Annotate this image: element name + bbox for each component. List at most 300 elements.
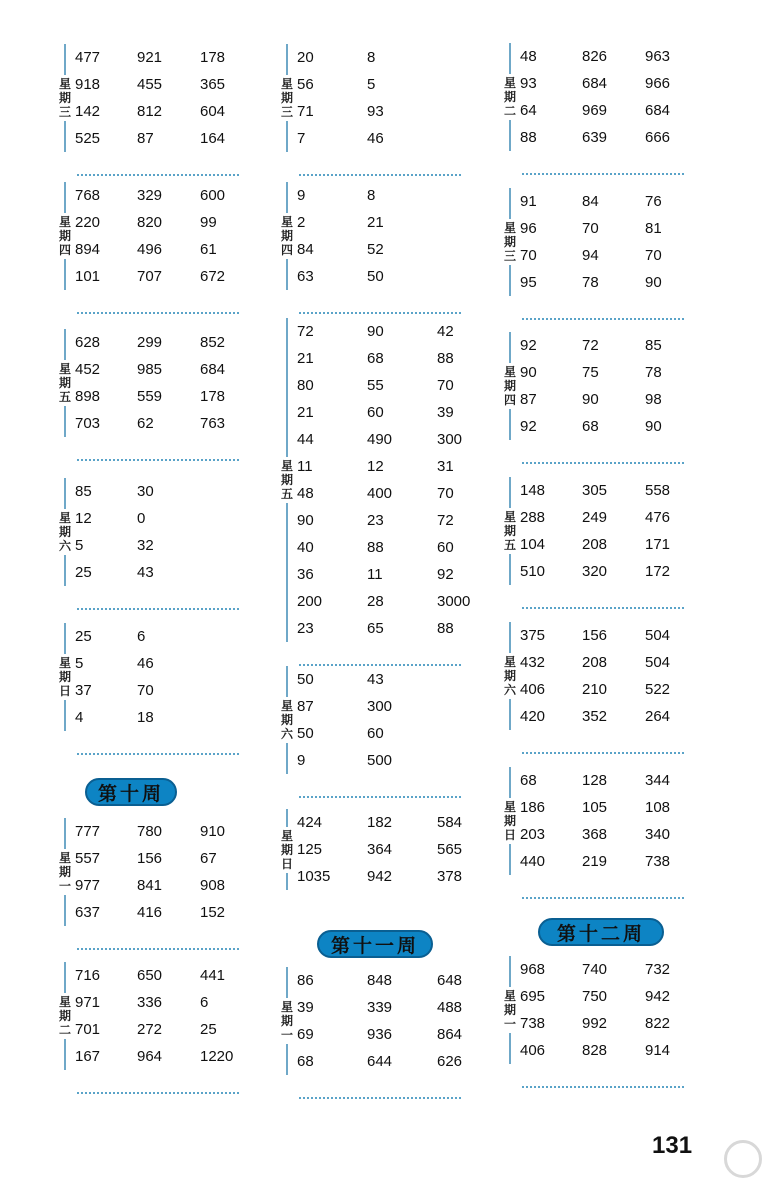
number-row — [520, 983, 740, 1010]
number-cell: 768 — [75, 187, 101, 204]
day-block — [277, 666, 517, 774]
number-cell: 644 — [367, 1053, 393, 1070]
number-cell: 6 — [137, 628, 146, 645]
day-label — [55, 478, 75, 586]
number-cell: 455 — [137, 76, 163, 93]
number-rows — [297, 666, 517, 774]
day-bar-bottom — [286, 503, 288, 642]
number-cell: 39 — [437, 404, 454, 421]
day-bar-bottom — [64, 700, 66, 731]
number-cell: 85 — [75, 483, 92, 500]
number-cell: 672 — [200, 268, 226, 285]
dotted-separator — [522, 607, 684, 609]
number-cell: 584 — [437, 814, 463, 831]
number-cell: 68 — [297, 1053, 314, 1070]
day-bar-bottom — [64, 895, 66, 926]
number-cell: 666 — [645, 129, 671, 146]
number-cell: 826 — [582, 48, 608, 65]
number-cell: 985 — [137, 361, 163, 378]
number-cell: 36 — [297, 566, 314, 583]
number-cell: 894 — [75, 241, 101, 258]
number-cell: 91 — [520, 193, 537, 210]
number-cell: 203 — [520, 826, 546, 843]
number-row — [75, 125, 295, 152]
dotted-separator — [77, 174, 239, 176]
day-name: 星 期 三 — [503, 221, 516, 263]
number-row — [297, 1021, 517, 1048]
number-row — [297, 836, 517, 863]
day-bar-top — [64, 623, 66, 654]
day-bar-top — [509, 477, 511, 508]
number-cell: 504 — [645, 627, 671, 644]
day-bar-top — [509, 43, 511, 74]
dotted-separator — [77, 459, 239, 461]
number-row — [297, 534, 517, 561]
number-cell: 92 — [520, 418, 537, 435]
day-label — [500, 477, 520, 585]
day-name: 星 期 一 — [280, 1000, 293, 1042]
number-cell: 23 — [297, 620, 314, 637]
number-cell: 178 — [200, 388, 226, 405]
day-bar-top — [509, 767, 511, 798]
number-cell: 65 — [367, 620, 384, 637]
number-row — [520, 531, 740, 558]
day-block — [277, 44, 517, 152]
number-row — [520, 386, 740, 413]
number-cell: 95 — [520, 274, 537, 291]
day-label — [277, 809, 297, 890]
number-cell: 898 — [75, 388, 101, 405]
day-bar-top — [64, 182, 66, 213]
number-cell: 780 — [137, 823, 163, 840]
number-cell: 441 — [200, 967, 226, 984]
number-cell: 977 — [75, 877, 101, 894]
number-rows — [297, 44, 517, 152]
number-cell: 90 — [367, 323, 384, 340]
number-cell: 908 — [200, 877, 226, 894]
number-cell: 70 — [520, 247, 537, 264]
number-cell: 738 — [645, 853, 671, 870]
number-cell: 440 — [520, 853, 546, 870]
number-cell: 368 — [582, 826, 608, 843]
number-cell: 1220 — [200, 1048, 234, 1065]
number-cell: 85 — [645, 337, 662, 354]
number-cell: 639 — [582, 129, 608, 146]
number-cell: 910 — [200, 823, 226, 840]
number-rows — [520, 477, 740, 585]
number-rows — [75, 182, 295, 290]
number-cell: 684 — [582, 75, 608, 92]
number-cell: 62 — [137, 415, 154, 432]
number-cell: 738 — [520, 1015, 546, 1032]
number-cell: 777 — [75, 823, 101, 840]
number-cell: 178 — [200, 49, 226, 66]
day-bar-bottom — [509, 699, 511, 730]
number-cell: 971 — [75, 994, 101, 1011]
dotted-separator — [299, 796, 461, 798]
number-cell: 50 — [297, 671, 314, 688]
number-row — [297, 426, 517, 453]
number-row — [75, 872, 295, 899]
number-row — [520, 70, 740, 97]
number-cell: 75 — [582, 364, 599, 381]
number-cell: 50 — [367, 268, 384, 285]
number-row — [297, 863, 517, 890]
day-bar-bottom — [286, 121, 288, 152]
number-cell: 707 — [137, 268, 163, 285]
number-row — [520, 622, 740, 649]
number-cell: 352 — [582, 708, 608, 725]
day-name: 星 期 三 — [58, 77, 71, 119]
number-rows — [75, 818, 295, 926]
number-cell: 21 — [297, 404, 314, 421]
day-block — [500, 43, 740, 151]
dotted-separator — [77, 948, 239, 950]
day-block — [55, 818, 295, 926]
number-cell: 90 — [582, 391, 599, 408]
day-name: 星 期 一 — [58, 851, 71, 893]
number-row — [75, 962, 295, 989]
number-cell: 305 — [582, 482, 608, 499]
day-label — [277, 182, 297, 290]
number-row — [75, 677, 295, 704]
number-cell: 249 — [582, 509, 608, 526]
number-row — [520, 1010, 740, 1037]
day-block — [500, 188, 740, 296]
number-row — [297, 809, 517, 836]
number-cell: 90 — [645, 274, 662, 291]
day-name: 星 期 五 — [280, 459, 293, 501]
day-bar-top — [286, 182, 288, 213]
day-bar-top — [509, 622, 511, 653]
number-cell: 406 — [520, 681, 546, 698]
number-cell: 5 — [75, 655, 84, 672]
number-rows — [75, 478, 295, 586]
number-row — [297, 507, 517, 534]
number-row — [297, 345, 517, 372]
number-row — [297, 71, 517, 98]
number-row — [520, 848, 740, 875]
number-cell: 750 — [582, 988, 608, 1005]
number-cell: 30 — [137, 483, 154, 500]
number-cell: 68 — [520, 772, 537, 789]
number-cell: 70 — [645, 247, 662, 264]
number-cell: 167 — [75, 1048, 101, 1065]
number-row — [520, 43, 740, 70]
day-block — [500, 332, 740, 440]
day-name: 星 期 六 — [503, 655, 516, 697]
day-bar-top — [64, 818, 66, 849]
number-cell: 1035 — [297, 868, 331, 885]
number-cell: 992 — [582, 1015, 608, 1032]
number-cell: 8 — [367, 49, 376, 66]
number-cell: 156 — [582, 627, 608, 644]
day-name: 星 期 二 — [503, 76, 516, 118]
number-row — [297, 1048, 517, 1075]
day-block — [55, 962, 295, 1070]
number-cell: 43 — [367, 671, 384, 688]
number-cell: 848 — [367, 972, 393, 989]
day-name: 星 期 四 — [280, 215, 293, 257]
number-cell: 50 — [297, 725, 314, 742]
number-cell: 684 — [645, 102, 671, 119]
dotted-separator — [77, 753, 239, 755]
day-label — [500, 767, 520, 875]
number-row — [75, 899, 295, 926]
number-cell: 12 — [75, 510, 92, 527]
number-cell: 182 — [367, 814, 393, 831]
number-row — [75, 532, 295, 559]
number-cell: 70 — [582, 220, 599, 237]
number-row — [297, 399, 517, 426]
day-bar-bottom — [286, 873, 288, 891]
number-cell: 87 — [520, 391, 537, 408]
number-cell: 31 — [437, 458, 454, 475]
number-cell: 125 — [297, 841, 323, 858]
number-cell: 264 — [645, 708, 671, 725]
number-cell: 108 — [645, 799, 671, 816]
day-name: 星 期 日 — [280, 828, 293, 871]
number-cell: 7 — [297, 130, 306, 147]
number-cell: 152 — [200, 904, 226, 921]
number-cell: 2 — [297, 214, 306, 231]
day-bar-top — [286, 666, 288, 697]
number-cell: 28 — [367, 593, 384, 610]
number-row — [297, 480, 517, 507]
number-cell: 92 — [437, 566, 454, 583]
number-cell: 344 — [645, 772, 671, 789]
number-cell: 70 — [437, 485, 454, 502]
dotted-separator — [522, 462, 684, 464]
number-cell: 12 — [367, 458, 384, 475]
number-cell: 763 — [200, 415, 226, 432]
number-cell: 650 — [137, 967, 163, 984]
day-label — [55, 818, 75, 926]
number-cell: 701 — [75, 1021, 101, 1038]
number-cell: 18 — [137, 709, 154, 726]
number-cell: 9 — [297, 187, 306, 204]
number-row — [520, 1037, 740, 1064]
number-cell: 71 — [297, 103, 314, 120]
number-row — [297, 693, 517, 720]
number-cell: 81 — [645, 220, 662, 237]
day-bar-top — [64, 329, 66, 360]
number-cell: 496 — [137, 241, 163, 258]
number-cell: 64 — [520, 102, 537, 119]
number-cell: 56 — [297, 76, 314, 93]
number-row — [297, 588, 517, 615]
number-row — [75, 478, 295, 505]
day-bar-bottom — [286, 743, 288, 774]
number-cell: 490 — [367, 431, 393, 448]
day-block — [500, 622, 740, 730]
number-row — [75, 98, 295, 125]
number-cell: 820 — [137, 214, 163, 231]
number-cell: 20 — [297, 49, 314, 66]
number-cell: 60 — [437, 539, 454, 556]
number-cell: 67 — [200, 850, 217, 867]
day-label — [500, 188, 520, 296]
number-cell: 340 — [645, 826, 671, 843]
number-rows — [297, 182, 517, 290]
week-badge — [317, 930, 433, 958]
day-label — [500, 622, 520, 730]
number-row — [520, 821, 740, 848]
number-cell: 70 — [137, 682, 154, 699]
number-cell: 329 — [137, 187, 163, 204]
number-cell: 918 — [75, 76, 101, 93]
number-row — [297, 615, 517, 642]
number-cell: 828 — [582, 1042, 608, 1059]
number-row — [297, 561, 517, 588]
number-cell: 921 — [137, 49, 163, 66]
number-cell: 365 — [200, 76, 226, 93]
number-cell: 88 — [437, 620, 454, 637]
number-cell: 37 — [75, 682, 92, 699]
number-cell: 0 — [137, 510, 146, 527]
day-name: 星 期 日 — [503, 800, 516, 842]
dotted-separator — [522, 173, 684, 175]
number-cell: 88 — [367, 539, 384, 556]
dotted-separator — [299, 1097, 461, 1099]
number-row — [520, 188, 740, 215]
dotted-separator — [522, 897, 684, 899]
number-rows — [520, 43, 740, 151]
number-cell: 69 — [297, 1026, 314, 1043]
day-bar-bottom — [509, 844, 511, 875]
number-cell: 21 — [297, 350, 314, 367]
number-cell: 969 — [582, 102, 608, 119]
number-cell: 684 — [200, 361, 226, 378]
number-cell: 5 — [367, 76, 376, 93]
day-block — [55, 44, 295, 152]
number-cell: 88 — [437, 350, 454, 367]
number-cell: 92 — [520, 337, 537, 354]
day-bar-top — [286, 318, 288, 457]
day-bar-bottom — [509, 120, 511, 151]
dotted-separator — [522, 318, 684, 320]
day-bar-top — [64, 478, 66, 509]
number-rows — [75, 623, 295, 731]
number-cell: 208 — [582, 536, 608, 553]
number-cell: 94 — [582, 247, 599, 264]
day-block — [277, 967, 517, 1075]
number-row — [75, 263, 295, 290]
number-row — [297, 720, 517, 747]
week-badge — [538, 918, 664, 946]
number-cell: 716 — [75, 967, 101, 984]
number-row — [520, 215, 740, 242]
day-bar-top — [509, 188, 511, 219]
day-block — [55, 478, 295, 586]
day-bar-bottom — [509, 1033, 511, 1064]
week-badge-label: 第十周 — [97, 782, 164, 805]
number-cell: 101 — [75, 268, 101, 285]
dotted-separator — [299, 174, 461, 176]
dotted-separator — [77, 608, 239, 610]
number-row — [75, 71, 295, 98]
number-row — [75, 505, 295, 532]
number-cell: 942 — [367, 868, 393, 885]
number-row — [297, 263, 517, 290]
number-row — [75, 236, 295, 263]
number-cell: 565 — [437, 841, 463, 858]
number-cell: 88 — [520, 129, 537, 146]
number-row — [520, 649, 740, 676]
number-row — [520, 956, 740, 983]
number-row — [75, 818, 295, 845]
number-cell: 42 — [437, 323, 454, 340]
number-cell: 98 — [645, 391, 662, 408]
day-label — [500, 332, 520, 440]
number-cell: 60 — [367, 404, 384, 421]
day-label — [500, 43, 520, 151]
number-cell: 942 — [645, 988, 671, 1005]
number-cell: 32 — [137, 537, 154, 554]
number-row — [520, 794, 740, 821]
number-rows — [297, 318, 517, 642]
day-bar-top — [286, 967, 288, 998]
number-row — [297, 372, 517, 399]
number-cell: 522 — [645, 681, 671, 698]
number-cell: 55 — [367, 377, 384, 394]
day-bar-bottom — [509, 265, 511, 296]
number-cell: 48 — [297, 485, 314, 502]
day-label — [277, 44, 297, 152]
number-row — [297, 747, 517, 774]
number-cell: 320 — [582, 563, 608, 580]
number-row — [297, 44, 517, 71]
dotted-separator — [522, 1086, 684, 1088]
number-cell: 703 — [75, 415, 101, 432]
day-bar-bottom — [64, 555, 66, 586]
number-cell: 559 — [137, 388, 163, 405]
number-cell: 432 — [520, 654, 546, 671]
day-label — [55, 44, 75, 152]
number-cell: 936 — [367, 1026, 393, 1043]
number-row — [75, 410, 295, 437]
day-bar-bottom — [286, 259, 288, 290]
number-cell: 300 — [437, 431, 463, 448]
number-row — [297, 98, 517, 125]
number-cell: 99 — [200, 214, 217, 231]
number-row — [75, 989, 295, 1016]
number-row — [297, 994, 517, 1021]
number-row — [75, 1043, 295, 1070]
day-label — [55, 182, 75, 290]
number-cell: 172 — [645, 563, 671, 580]
number-row — [297, 236, 517, 263]
number-cell: 812 — [137, 103, 163, 120]
day-label — [277, 666, 297, 774]
number-row — [520, 124, 740, 151]
number-cell: 11 — [367, 566, 383, 583]
number-cell: 220 — [75, 214, 101, 231]
number-cell: 626 — [437, 1053, 463, 1070]
number-cell: 4 — [75, 709, 84, 726]
number-cell: 104 — [520, 536, 546, 553]
number-cell: 288 — [520, 509, 546, 526]
number-row — [297, 453, 517, 480]
number-row — [297, 318, 517, 345]
day-label — [55, 329, 75, 437]
number-cell: 525 — [75, 130, 101, 147]
number-row — [75, 182, 295, 209]
day-bar-bottom — [286, 1044, 288, 1075]
number-row — [75, 704, 295, 731]
number-cell: 400 — [367, 485, 393, 502]
number-cell: 200 — [297, 593, 323, 610]
